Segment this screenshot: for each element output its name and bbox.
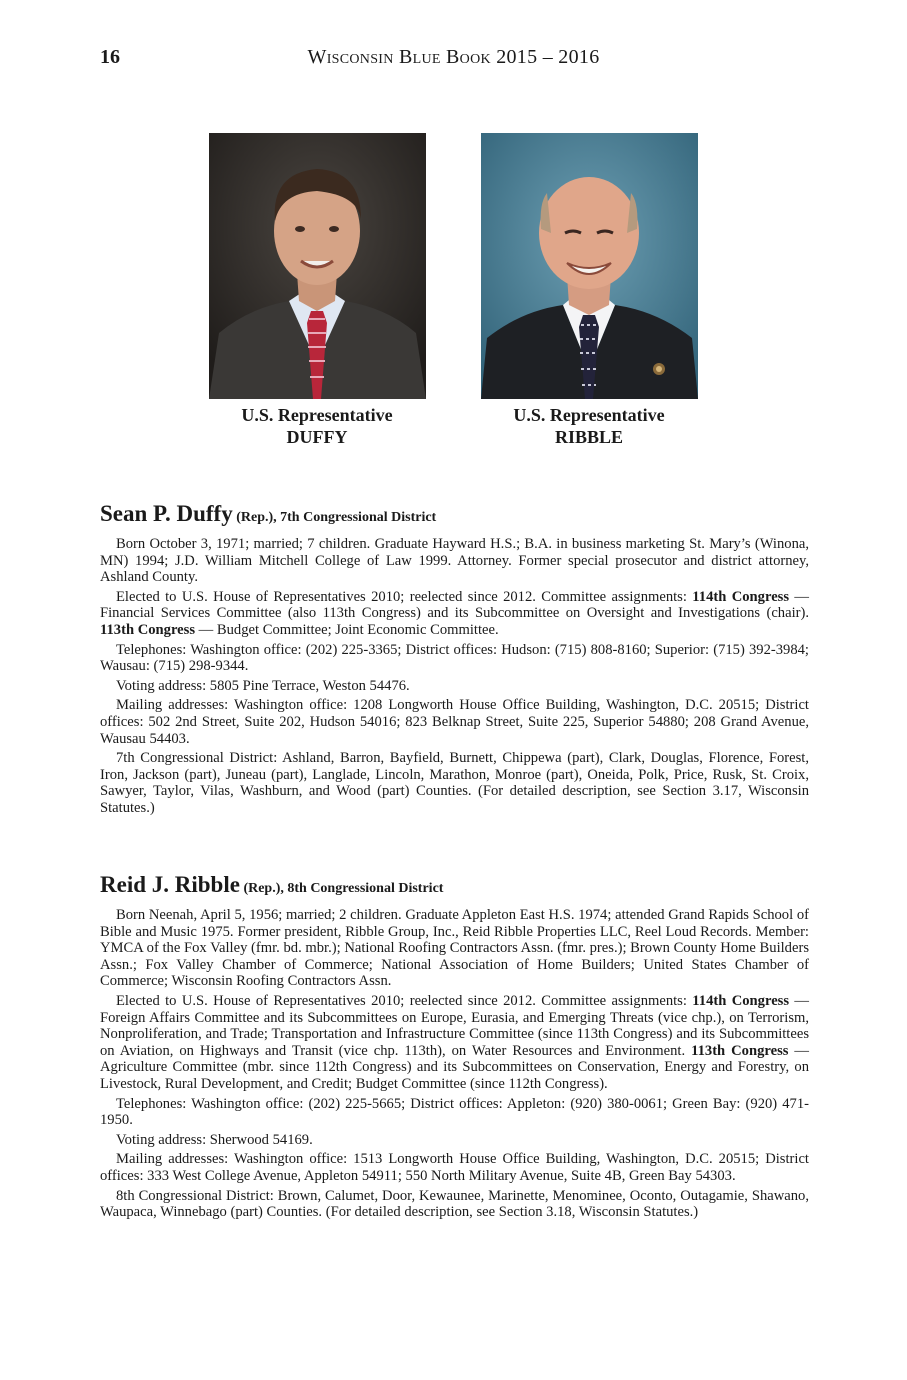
duffy-heading: Sean P. Duffy (Rep.), 7th Congressional District — [100, 501, 437, 526]
ribble-mailing-addresses: Mailing addresses: Washington office: 1513 Longworth House Office Building, Washington, D.C. 20515; District offices: 333 West College Avenue, Appleton 54911; 550 North Military Avenue, Suite 4B, Green Bay 54303. — [100, 1151, 809, 1184]
duffy-mailing-addresses: Mailing addresses: Washington office: 1208 Longworth House Office Building, Washington, D.C. 20515; District offices: 502 2nd Street, Suite 202, Hudson 54016; 823 Belknap Street, Suite 225, Superior 54880; 208 Grand Avenue, Wausau 54403. — [100, 697, 809, 747]
ribble-district: 8th Congressional District: Brown, Calumet, Door, Kewaunee, Marinette, Menominee, Oconto, Outagamie, Shawano, Waupaca, Winnebago (part) Counties. (For detailed description, see Section 3.18, Wisconsin Statutes.) — [100, 1187, 809, 1221]
duffy-caption: U.S. Representative DUFFY — [241, 405, 393, 447]
ribble-telephones: Telephones: Washington office: (202) 225-5665; District offices: Appleton: (920) 380-0061; Green Bay: (920) 471-1950. — [100, 1095, 809, 1129]
ribble-elected: Elected to U.S. House of Representatives 2010; reelected since 2012. Committee assignments: 114th Congress — Foreign Affairs Committee and its Subcommittees on Europe, Eurasia, and Emerging Threats (vice chp.), on Terrorism, Nonproliferation, and Trade; Transportation and Infrastructure Committee (since 113th Congress) and its Subcommittees on Aviation, on Highways and Transit (vice chp. 113th), on Water Resources and Environment. 113th Congress — Agriculture Committee (mbr. since 112th Congress) and its Subcommittees on Conservation, Energy and Forestry, on Livestock, Rural Development, and Credit; Budget Committee (since 112th Congress). — [100, 992, 809, 1092]
ribble-voting-address: Voting address: Sherwood 54169. — [116, 1131, 313, 1148]
ribble-portrait — [481, 133, 698, 399]
book-title: Wisconsin Blue Book 2015 – 2016 — [307, 46, 600, 68]
duffy-voting-address: Voting address: 5805 Pine Terrace, Weston 54476. — [116, 677, 410, 694]
duffy-bio — [100, 500, 809, 820]
ribble-caption: U.S. Representative RIBBLE — [513, 405, 665, 447]
ribble-heading: Reid J. Ribble (Rep.), 8th Congressional District — [100, 872, 444, 897]
ribble-bio — [100, 871, 809, 1224]
duffy-telephones: Telephones: Washington office: (202) 225-3365; District offices: Hudson: (715) 808-8160; Superior: (715) 392-3984; Wausau: (715) 298-9344. — [100, 641, 809, 675]
duffy-district: 7th Congressional District: Ashland, Barron, Bayfield, Burnett, Chippewa (part), Clark, Douglas, Florence, Forest, Iron, Jackson (part), Juneau (part), Langlade, Lincoln, Marathon, Monroe (part), Oneida, Polk, Price, Rusk, St. Croix, Sawyer, Taylor, Vilas, Washburn, and Wood (part) Counties. (For detailed description, see Section 3.17, Wisconsin Statutes.) — [100, 750, 809, 816]
duffy-portrait — [209, 133, 426, 399]
duffy-elected: Elected to U.S. House of Representatives 2010; reelected since 2012. Committee assignments: 114th Congress — Financial Services Committee (also 113th Congress) and its Subcommittee on Oversight and Investigations (chair). 113th Congress — Budget Committee; Joint Economic Committee. — [100, 588, 809, 638]
ribble-born: Born Neenah, April 5, 1956; married; 2 children. Graduate Appleton East H.S. 1974; attended Grand Rapids School of Bible and Music 1975. Former president, Ribble Group, Inc., Reid Ribble Properties LLC, Reel Loud Records. Member: YMCA of the Fox Valley (fmr. bd. mbr.); National Roofing Contractors Assn. (fmr. pres.); Brown County Home Builders Assn.; Fox Valley Chamber of Commerce; National Association of Home Builders; United States Chamber of Commerce; Wisconsin Roofing Contractors Assn. — [100, 907, 809, 990]
duffy-born: Born October 3, 1971; married; 7 children. Graduate Hayward H.S.; B.A. in business marketing St. Mary’s (Winona, MN) 1994; J.D. William Mitchell College of Law 1999. Attorney. Former special prosecutor and district attorney, Ashland County. — [100, 536, 809, 586]
page-number: 16 — [100, 46, 120, 68]
page-header — [0, 46, 907, 72]
